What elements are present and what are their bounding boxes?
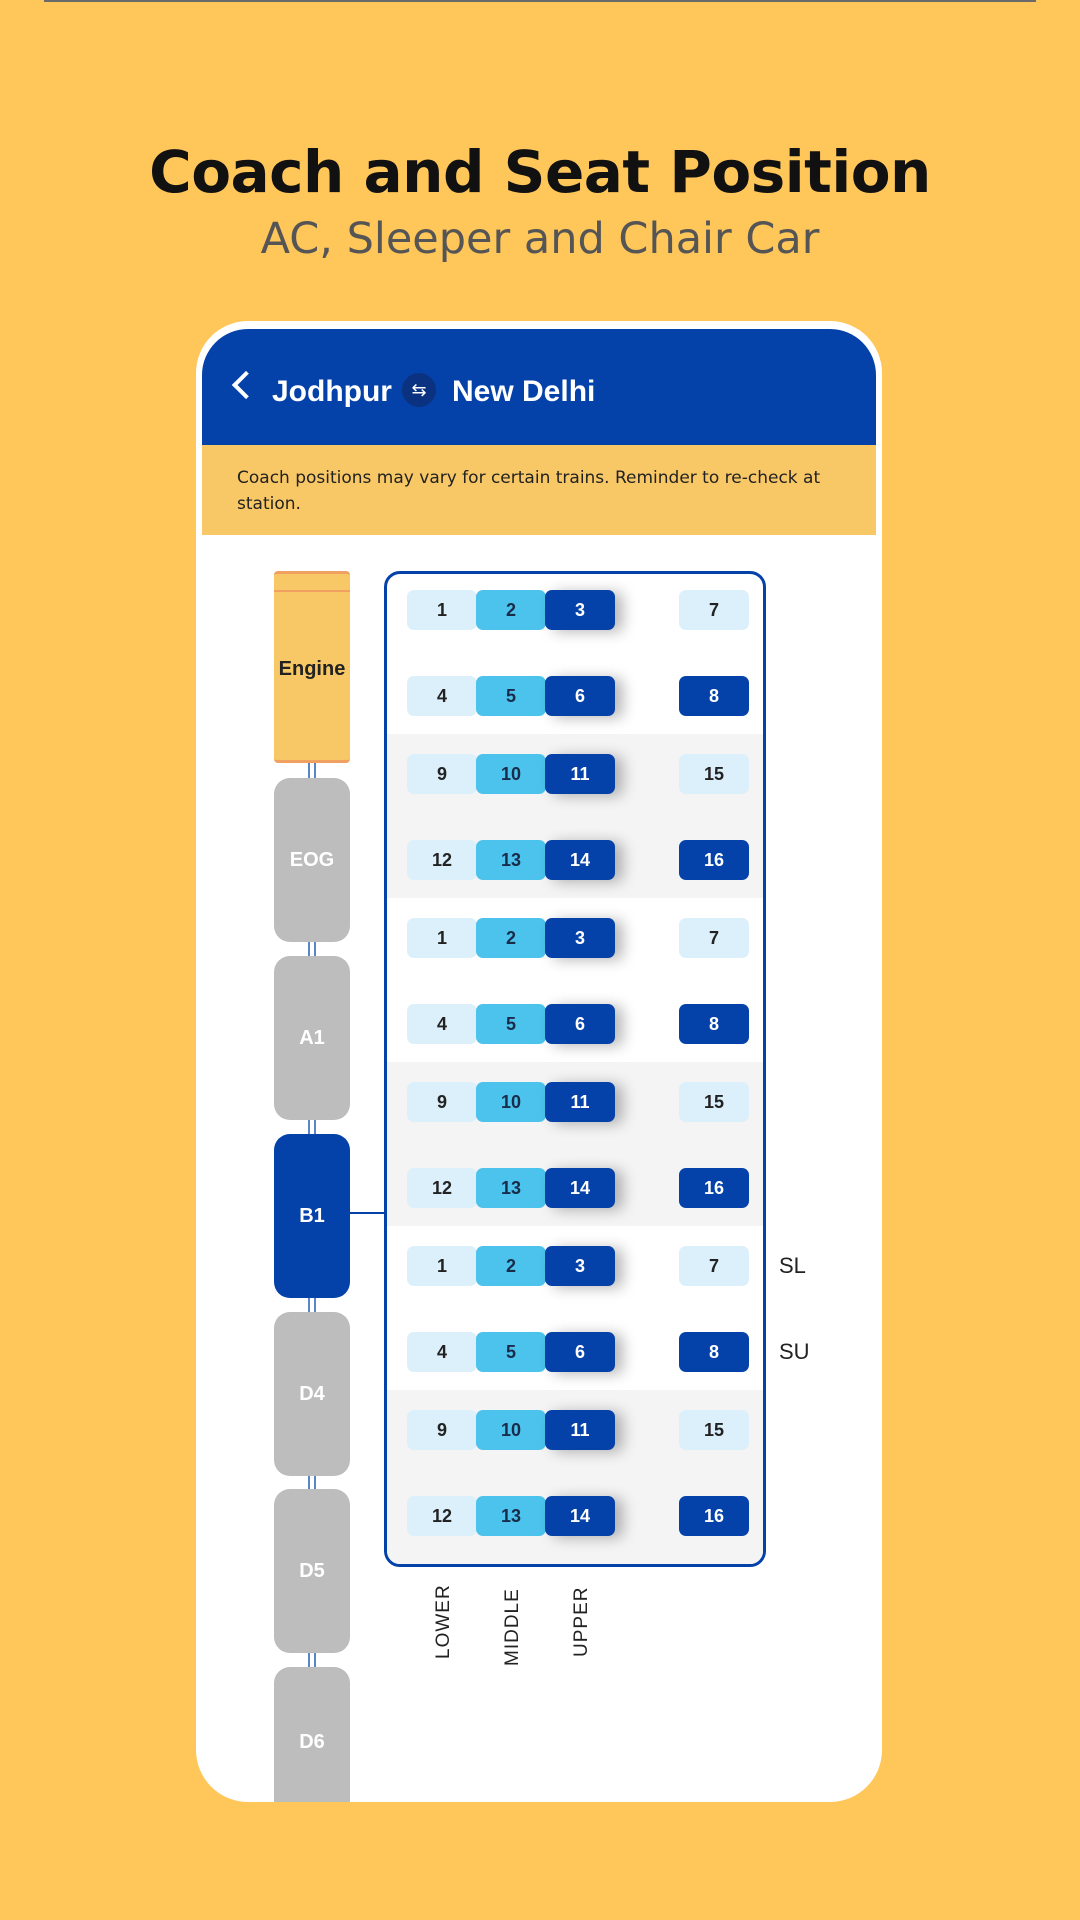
seat-lower-berth[interactable]: 1 [407,918,477,958]
coach-b1[interactable]: B1 [274,1134,350,1298]
seat-middle-berth[interactable]: 10 [476,754,546,794]
coach-coupler [308,1653,316,1667]
seat-side-lower-berth[interactable]: 15 [679,754,749,794]
back-arrow-icon[interactable] [232,371,260,399]
seat-upper-berth[interactable]: 6 [545,1004,615,1044]
seat-map [384,571,766,1567]
seat-middle-berth[interactable]: 5 [476,1004,546,1044]
notice-banner: Coach positions may vary for certain trains. Reminder to re-check at station. [202,445,876,535]
seat-upper-berth[interactable]: 6 [545,676,615,716]
seat-middle-berth[interactable]: 5 [476,676,546,716]
seat-upper-berth[interactable]: 11 [545,1410,615,1450]
seat-side-upper-berth[interactable]: 8 [679,676,749,716]
axis-upper: UPPER [571,1586,592,1657]
seat-middle-berth[interactable]: 13 [476,1496,546,1536]
seat-lower-berth[interactable]: 9 [407,1410,477,1450]
seat-upper-berth[interactable]: 3 [545,1246,615,1286]
top-divider [44,0,1036,2]
seat-lower-berth[interactable]: 1 [407,1246,477,1286]
seat-upper-berth[interactable]: 11 [545,754,615,794]
seat-upper-berth[interactable]: 6 [545,1332,615,1372]
coach-a1[interactable]: A1 [274,956,350,1120]
page-subheadline: AC, Sleeper and Chair Car [260,214,820,264]
coach-d5[interactable]: D5 [274,1489,350,1653]
coach-coupler [308,1298,316,1312]
seat-lower-berth[interactable]: 4 [407,1004,477,1044]
coach-coupler [308,763,316,778]
seat-middle-berth[interactable]: 10 [476,1082,546,1122]
seat-middle-berth[interactable]: 5 [476,1332,546,1372]
seat-lower-berth[interactable]: 4 [407,1332,477,1372]
engine-stripe [274,590,350,592]
coach-coupler [308,942,316,956]
coach-coupler [308,1120,316,1134]
seat-middle-berth[interactable]: 2 [476,590,546,630]
seat-side-upper-berth[interactable]: 8 [679,1004,749,1044]
seat-middle-berth[interactable]: 2 [476,1246,546,1286]
coach-engine[interactable] [274,571,350,763]
seat-lower-berth[interactable]: 1 [407,590,477,630]
seat-side-lower-berth[interactable]: 7 [679,1246,749,1286]
seat-upper-berth[interactable]: 14 [545,840,615,880]
destination-station: New Delhi [452,375,596,408]
seat-side-lower-berth[interactable]: 7 [679,918,749,958]
side-upper-legend: SU [779,1339,810,1364]
seat-side-upper-berth[interactable]: 16 [679,840,749,880]
seat-side-upper-berth[interactable]: 16 [679,1168,749,1208]
seat-middle-berth[interactable]: 10 [476,1410,546,1450]
seat-lower-berth[interactable]: 12 [407,1168,477,1208]
seat-lower-berth[interactable]: 12 [407,1496,477,1536]
seat-upper-berth[interactable]: 14 [545,1496,615,1536]
seat-middle-berth[interactable]: 13 [476,840,546,880]
coach-coupler [308,1476,316,1489]
coach-d6[interactable]: D6 [274,1667,350,1802]
axis-lower: LOWER [433,1584,454,1659]
seat-side-lower-berth[interactable]: 7 [679,590,749,630]
seat-lower-berth[interactable]: 4 [407,676,477,716]
selected-coach-connector [350,1212,384,1214]
seat-middle-berth[interactable]: 2 [476,918,546,958]
seat-lower-berth[interactable]: 9 [407,1082,477,1122]
seat-upper-berth[interactable]: 3 [545,918,615,958]
seat-side-lower-berth[interactable]: 15 [679,1082,749,1122]
seat-upper-berth[interactable]: 3 [545,590,615,630]
seat-lower-berth[interactable]: 12 [407,840,477,880]
seat-side-upper-berth[interactable]: 16 [679,1496,749,1536]
origin-station: Jodhpur [272,375,392,408]
seat-upper-berth[interactable]: 11 [545,1082,615,1122]
seat-side-upper-berth[interactable]: 8 [679,1332,749,1372]
seat-middle-berth[interactable]: 13 [476,1168,546,1208]
coach-eog[interactable]: EOG [274,778,350,942]
axis-middle: MIDDLE [502,1588,523,1666]
coach-label: Engine [278,658,346,680]
seat-side-lower-berth[interactable]: 15 [679,1410,749,1450]
swap-stations-icon[interactable]: ⇆ [402,373,436,407]
page-headline: Coach and Seat Position [149,138,931,206]
side-lower-legend: SL [779,1253,806,1278]
seat-lower-berth[interactable]: 9 [407,754,477,794]
coach-d4[interactable]: D4 [274,1312,350,1476]
app-header [202,329,876,445]
seat-upper-berth[interactable]: 14 [545,1168,615,1208]
phone-screen [196,321,882,1802]
